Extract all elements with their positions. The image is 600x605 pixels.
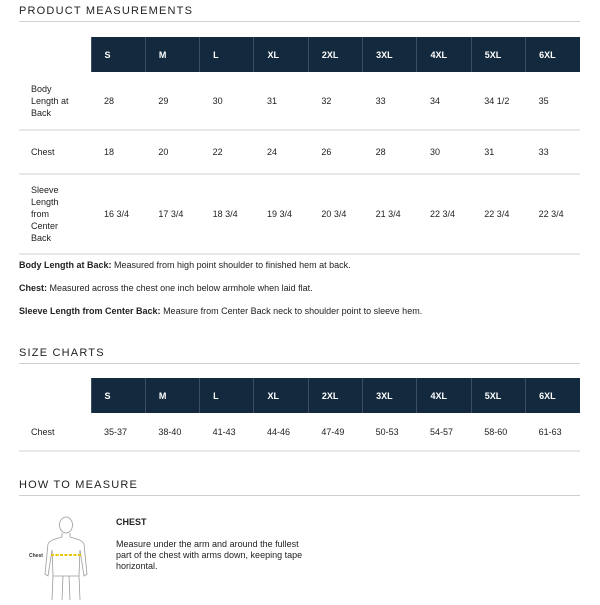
size-header: L bbox=[200, 378, 254, 413]
definition-text: Measured from high point shoulder to finished hem at back. bbox=[114, 260, 351, 270]
table-row bbox=[19, 174, 580, 254]
definition-item bbox=[19, 283, 580, 294]
table-cell: 61-63 bbox=[526, 413, 580, 451]
size-charts-title: SIZE CHARTS bbox=[19, 347, 580, 364]
table-cell: 28 bbox=[91, 72, 145, 130]
row-label bbox=[19, 174, 91, 254]
size-header: 4XL bbox=[417, 37, 471, 72]
table-cell: 50-53 bbox=[363, 413, 417, 451]
table-cell: 16 3/4 bbox=[91, 174, 145, 254]
definition-item bbox=[19, 306, 580, 317]
table-cell: 33 bbox=[526, 130, 580, 174]
size-header-row bbox=[19, 378, 580, 413]
table-cell: 30 bbox=[200, 72, 254, 130]
table-row bbox=[19, 72, 580, 130]
table-cell: 32 bbox=[308, 72, 362, 130]
table-cell: 41-43 bbox=[200, 413, 254, 451]
table-cell: 26 bbox=[308, 130, 362, 174]
how-to-measure-title: HOW TO MEASURE bbox=[19, 479, 580, 496]
size-header: S bbox=[91, 378, 145, 413]
size-header: 3XL bbox=[363, 37, 417, 72]
table-cell: 35 bbox=[526, 72, 580, 130]
header-corner bbox=[19, 37, 91, 72]
chest-instructions bbox=[116, 517, 306, 572]
table-cell: 22 3/4 bbox=[417, 174, 471, 254]
definition-term: Sleeve Length from Center Back: bbox=[19, 306, 161, 316]
measurement-definitions bbox=[19, 260, 580, 329]
header-corner bbox=[19, 378, 91, 413]
definition-text: Measured across the chest one inch below armhole when laid flat. bbox=[49, 283, 313, 293]
table-cell: 44-46 bbox=[254, 413, 308, 451]
table-cell: 22 3/4 bbox=[471, 174, 525, 254]
size-header: 5XL bbox=[471, 378, 525, 413]
table-cell: 35-37 bbox=[91, 413, 145, 451]
size-header-row bbox=[19, 37, 580, 72]
chest-instructions-text: Measure under the arm and around the fullest part of the chest with arms down, keeping tape horizontal. bbox=[116, 539, 303, 571]
size-header: 2XL bbox=[308, 37, 362, 72]
size-header: 3XL bbox=[363, 378, 417, 413]
person-outline-icon bbox=[22, 514, 92, 600]
size-header: S bbox=[91, 37, 145, 72]
row-label: Chest bbox=[19, 130, 91, 174]
table-cell: 38-40 bbox=[145, 413, 199, 451]
size-header: 4XL bbox=[417, 378, 471, 413]
table-cell: 54-57 bbox=[417, 413, 471, 451]
size-chart-table bbox=[19, 378, 580, 452]
table-cell: 31 bbox=[254, 72, 308, 130]
table-row bbox=[19, 413, 580, 451]
product-measurements-table bbox=[19, 37, 580, 255]
table-cell: 34 1/2 bbox=[471, 72, 525, 130]
table-cell: 17 3/4 bbox=[145, 174, 199, 254]
table-cell: 18 bbox=[91, 130, 145, 174]
table-cell: 21 3/4 bbox=[363, 174, 417, 254]
table-cell: 19 3/4 bbox=[254, 174, 308, 254]
size-header: M bbox=[145, 37, 199, 72]
table-cell: 31 bbox=[471, 130, 525, 174]
chest-instructions-title: CHEST bbox=[116, 517, 147, 527]
chest-figure-label: Chest bbox=[29, 553, 43, 559]
definition-term: Chest: bbox=[19, 283, 48, 293]
size-header: 6XL bbox=[526, 37, 580, 72]
size-header: 2XL bbox=[308, 378, 362, 413]
size-header: M bbox=[145, 378, 199, 413]
table-cell: 47-49 bbox=[308, 413, 362, 451]
table-cell: 22 bbox=[200, 130, 254, 174]
table-cell: 18 3/4 bbox=[200, 174, 254, 254]
row-label-text: Body Length at Back bbox=[31, 83, 69, 118]
product-measurements-title: PRODUCT MEASUREMENTS bbox=[19, 5, 580, 22]
table-cell: 34 bbox=[417, 72, 471, 130]
size-header: XL bbox=[254, 37, 308, 72]
definition-item bbox=[19, 260, 580, 271]
size-header: XL bbox=[254, 378, 308, 413]
table-cell: 29 bbox=[145, 72, 199, 130]
table-cell: 20 bbox=[145, 130, 199, 174]
table-cell: 30 bbox=[417, 130, 471, 174]
measuring-figure bbox=[22, 514, 92, 600]
size-header: L bbox=[200, 37, 254, 72]
row-label-text: Sleeve Length from Center Back bbox=[31, 185, 59, 243]
row-label bbox=[19, 72, 91, 130]
table-cell: 24 bbox=[254, 130, 308, 174]
table-cell: 33 bbox=[363, 72, 417, 130]
size-header: 6XL bbox=[526, 378, 580, 413]
definition-term: Body Length at Back: bbox=[19, 260, 112, 270]
table-cell: 22 3/4 bbox=[526, 174, 580, 254]
table-cell: 28 bbox=[363, 130, 417, 174]
row-label: Chest bbox=[19, 413, 91, 451]
size-header: 5XL bbox=[471, 37, 525, 72]
table-cell: 20 3/4 bbox=[308, 174, 362, 254]
table-cell: 58-60 bbox=[471, 413, 525, 451]
table-row bbox=[19, 130, 580, 174]
definition-text: Measure from Center Back neck to shoulder point to sleeve hem. bbox=[163, 306, 423, 316]
